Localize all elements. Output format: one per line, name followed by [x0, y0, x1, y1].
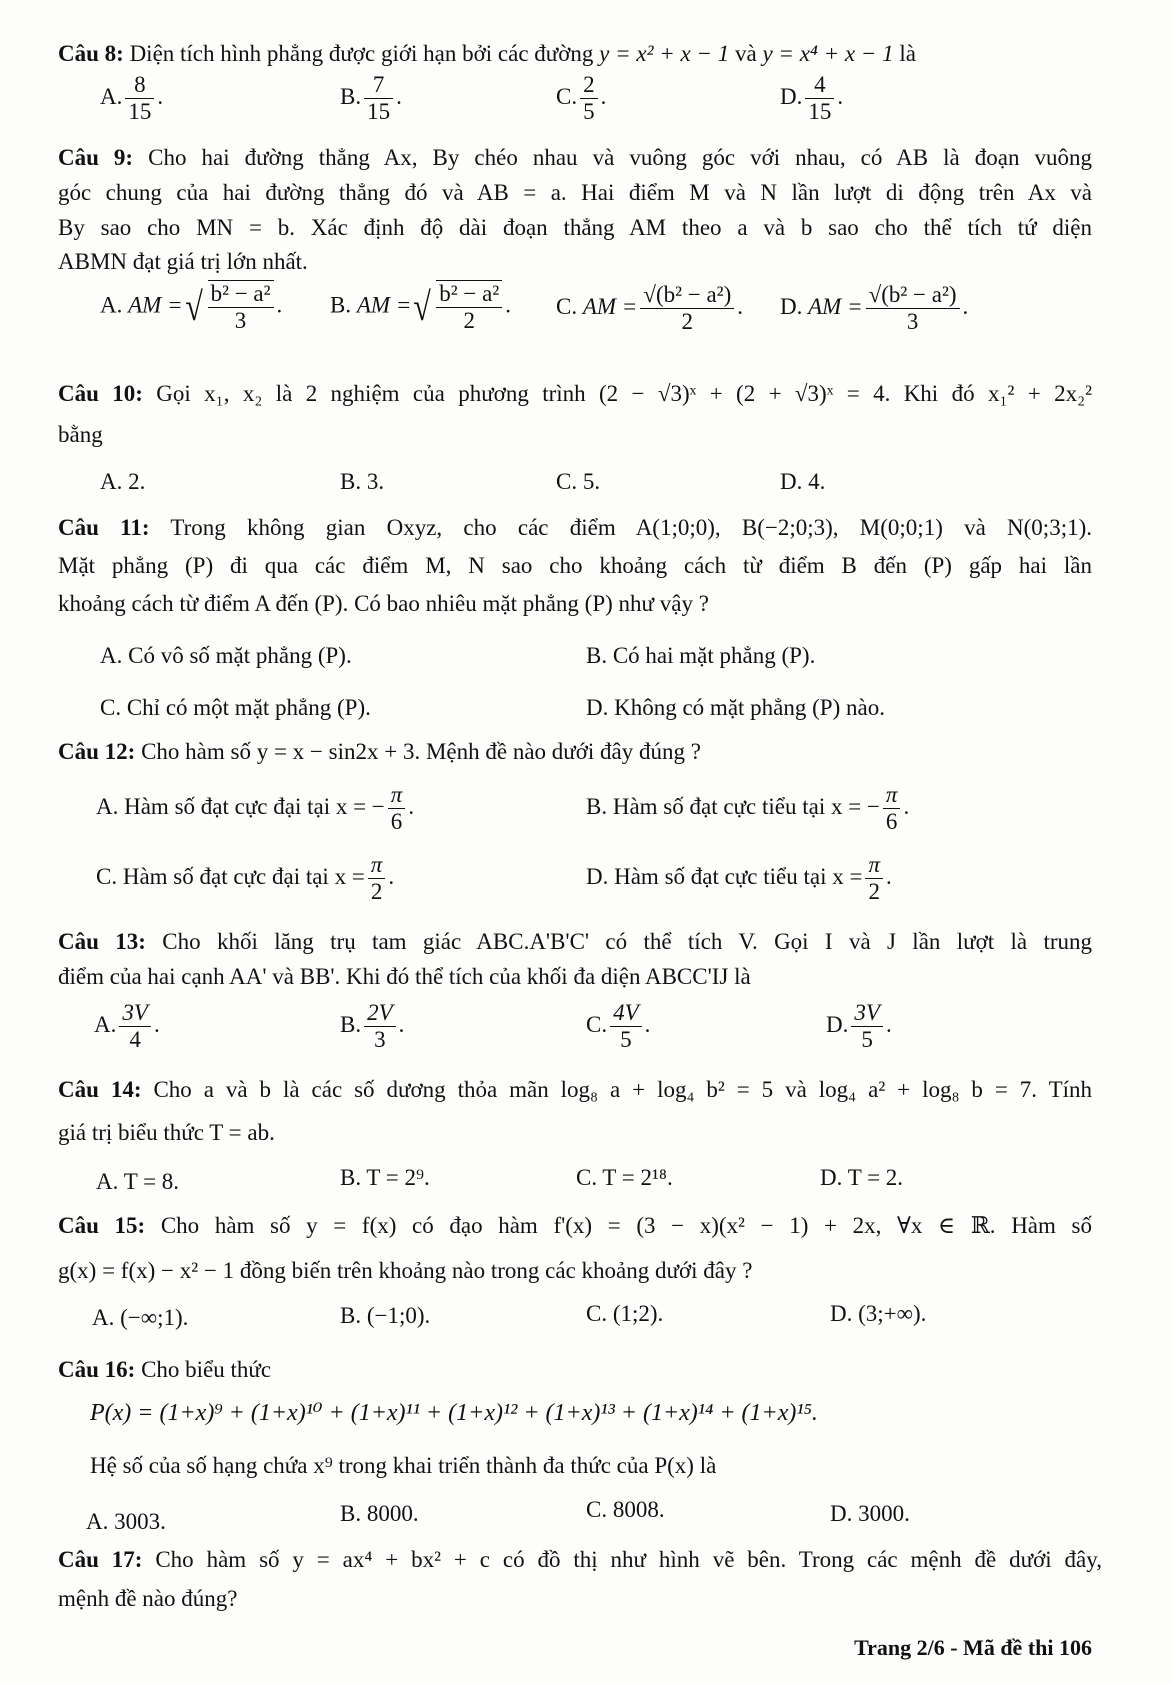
option-d: D. Hàm số đạt cực tiểu tại x = $\frac{\pi}{2}$ .: [586, 852, 892, 905]
option-a: A. 3003.: [86, 1509, 166, 1534]
option-d: D. AM = $\frac{\text{√(b² − a²)}}{3}$ .: [780, 282, 969, 335]
question-text: Gọi x₁, x₂ là 2 nghiệm của phương trình (2 − √3)ˣ + (2 + √3)ˣ = 4. Khi đó x₁² + 2x₂²: [142, 381, 1092, 406]
question-15: [58, 1212, 1092, 1286]
question-text: By sao cho MN = b. Xác định độ dài đoạn thẳng AM theo a và b sao cho thể tích tứ diện: [58, 214, 1092, 240]
question-17: [58, 1546, 1102, 1614]
option-b: B. $\frac{7}{15}$ .: [340, 72, 402, 125]
question-8: [58, 40, 1092, 69]
polynomial-formula: P(x) = (1+x)⁹ + (1+x)¹⁰ + (1+x)¹¹ + (1+x)¹² + (1+x)¹³ + (1+x)¹⁴ + (1+x)¹⁵.: [90, 1400, 818, 1426]
option-a: A. $\frac{3V}{4}$ .: [94, 1000, 160, 1053]
question-label: Câu 11:: [58, 515, 150, 540]
option-b: B. 3.: [340, 469, 385, 494]
option-a: A. AM =√ $\frac{\text{b² − a²}}{3}$ .: [100, 281, 283, 334]
option-b: B. Có hai mặt phẳng (P).: [586, 643, 816, 668]
question-text: Trong không gian Oxyz, cho các điểm A(1;0;0), B(−2;0;3), M(0;0;1) và N(0;3;1).: [149, 515, 1093, 540]
question-text: ABMN đạt giá trị lớn nhất.: [58, 249, 308, 275]
option-c: C. Hàm số đạt cực đại tại x = $\frac{\pi}{2}$ .: [96, 852, 395, 905]
question-9: [58, 144, 1092, 277]
option-a: A. 2.: [100, 469, 146, 494]
option-a: A. T = 8.: [96, 1169, 180, 1194]
question-text: bằng: [58, 421, 103, 447]
question-16: [58, 1356, 1092, 1385]
option-a: A. Hàm số đạt cực đại tại x = − $\frac{\pi}{6}$ .: [96, 782, 415, 835]
option-b: B. T = 2⁹.: [340, 1165, 430, 1190]
sqrt-sign: √: [413, 284, 432, 330]
option-b: B. 8000.: [340, 1501, 419, 1526]
option-c: C. $\frac{2}{5}$ .: [556, 72, 607, 125]
question-text: là: [893, 41, 917, 66]
question-text: giá trị biểu thức T = ab.: [58, 1119, 275, 1145]
question-text: g(x) = f(x) − x² − 1 đồng biến trên khoảng nào trong các khoảng dưới đây ?: [58, 1257, 753, 1283]
question-text: khoảng cách từ điểm A đến (P). Có bao nhiêu mặt phẳng (P) như vậy ?: [58, 590, 709, 616]
question-text: Cho khối lăng trụ tam giác ABC.A'B'C' có thể tích V. Gọi I và J lần lượt là trung: [145, 929, 1093, 954]
option-c: C. T = 2¹⁸.: [576, 1165, 673, 1190]
option-c: C. (1;2).: [586, 1301, 664, 1326]
option-a: A. (−∞;1).: [92, 1305, 189, 1330]
question-text: Cho hai đường thẳng Ax, By chéo nhau và vuông góc với nhau, có AB là đoạn vuông: [133, 145, 1092, 170]
question-label: Câu 13:: [58, 929, 146, 954]
question-text: Cho a và b là các số dương thỏa mãn log₈ a + log₄ b² = 5 và log₄ a² + log₈ b = 7. Tính: [141, 1077, 1093, 1102]
question-label: Câu 16:: [58, 1357, 136, 1382]
option-d: D. T = 2.: [820, 1165, 904, 1190]
sqrt-sign: √: [184, 284, 203, 330]
question-label: Câu 10:: [58, 381, 143, 406]
question-text: và: [729, 41, 763, 66]
question-12: [58, 738, 1092, 767]
option-b: B. AM =√ $\frac{\text{b² − a²}}{2}$ .: [330, 281, 512, 334]
option-a: A. Có vô số mặt phẳng (P).: [100, 643, 352, 668]
page-footer: Trang 2/6 - Mã đề thi 106: [854, 1635, 1092, 1660]
option-d: D. 3000.: [830, 1501, 910, 1526]
option-b: B. (−1;0).: [340, 1303, 431, 1328]
option-c: C. 5.: [556, 469, 601, 494]
option-d: D. Không có mặt phẳng (P) nào.: [586, 695, 885, 720]
option-c: C. 8008.: [586, 1497, 665, 1522]
equation: y = x² + x − 1: [599, 41, 730, 66]
question-text: điểm của hai cạnh AA' và BB'. Khi đó thể tích của khối đa diện ABCC'IJ là: [58, 963, 751, 989]
option-b: B. Hàm số đạt cực tiểu tại x = − $\frac{\pi}{6}$ .: [586, 782, 910, 835]
option-d: D. $\frac{3V}{5}$ .: [826, 1000, 892, 1053]
option-d: D. $\frac{4}{15}$ .: [780, 72, 844, 125]
question-13: [58, 928, 1092, 992]
question-text: góc chung của hai đường thẳng đó và AB = a. Hai điểm M và N lần lượt di động trên Ax và: [58, 179, 1092, 205]
question-label: Câu 15:: [58, 1213, 146, 1238]
question-11: [58, 514, 1092, 618]
question-label: Câu 14:: [58, 1077, 142, 1102]
question-10: [58, 380, 1092, 450]
option-b: B. $\frac{2V}{3}$ .: [340, 1000, 405, 1053]
question-text: Cho hàm số y = f(x) có đạo hàm f'(x) = (3 − x)(x² − 1) + 2x, ∀x ∈ ℝ. Hàm số: [145, 1213, 1092, 1238]
option-c: C. Chỉ có một mặt phẳng (P).: [100, 695, 371, 720]
question-14: [58, 1076, 1092, 1148]
option-d: D. 4.: [780, 469, 826, 494]
option-c: C. $\frac{4V}{5}$ .: [586, 1000, 651, 1053]
question-label: Câu 12:: [58, 739, 136, 764]
question-text: Mặt phẳng (P) đi qua các điểm M, N sao cho khoảng cách từ điểm B đến (P) gấp hai lần: [58, 552, 1092, 578]
question-text: mệnh đề nào đúng?: [58, 1585, 238, 1611]
option-d: D. (3;+∞).: [830, 1301, 927, 1326]
question-text: Diện tích hình phẳng được giới hạn bởi các đường: [123, 41, 600, 66]
question-text: Cho hàm số y = ax⁴ + bx² + c có đồ thị như hình vẽ bên. Trong các mệnh đề dưới đây,: [142, 1547, 1102, 1572]
option-a: A. $\frac{8}{15}$ .: [100, 72, 164, 125]
question-text: Cho hàm số y = x − sin2x + 3. Mệnh đề nào dưới đây đúng ?: [135, 739, 701, 764]
question-text: Cho biểu thức: [135, 1357, 272, 1382]
question-text: Hệ số của số hạng chứa x⁹ trong khai triển thành đa thức của P(x) là: [90, 1453, 717, 1478]
question-label: Câu 9:: [58, 145, 134, 170]
question-label: Câu 8:: [58, 41, 124, 66]
equation: y = x⁴ + x − 1: [762, 41, 894, 66]
question-label: Câu 17:: [58, 1547, 143, 1572]
option-c: C. AM = $\frac{\text{√(b² − a²)}}{2}$ .: [556, 282, 743, 335]
